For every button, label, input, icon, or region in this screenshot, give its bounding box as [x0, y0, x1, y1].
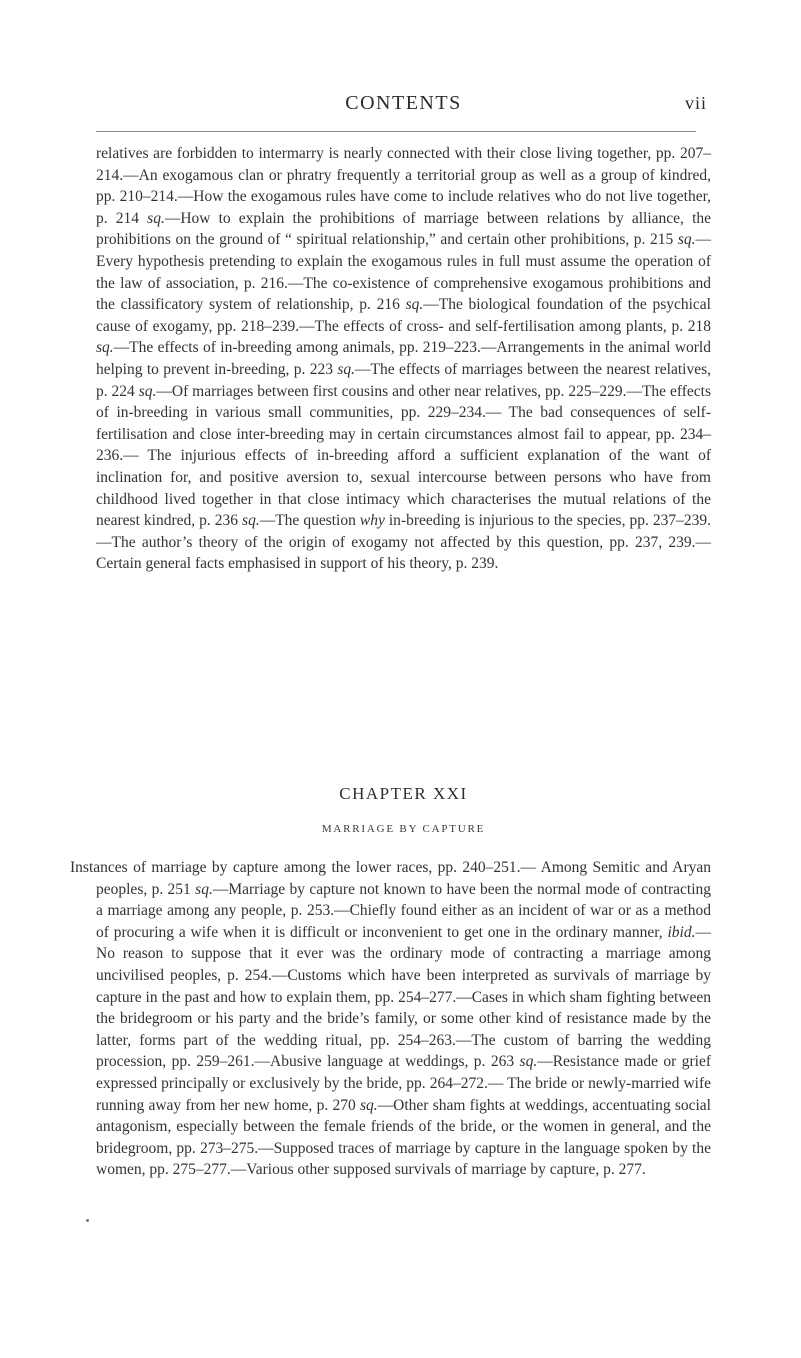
italic-text: sq.	[147, 209, 165, 227]
continuation-paragraph	[96, 143, 711, 575]
text-run: —The biological foundation of the psychical cause of exogamy, pp. 218–239.—The effects of cross- and self-fertilisation among plants, p. 218	[96, 296, 711, 335]
italic-text: sq.	[138, 382, 157, 400]
italic-text: sq.	[359, 1096, 378, 1114]
text-run: —The effects of in-breeding among animals, pp. 219–223.—Arrangements in the animal world helping to prevent in-breeding, p. 223	[96, 339, 711, 378]
text-run: —How to explain the prohibitions of marriage between relations by alliance, the prohibitions on the ground of “ spiritual relationship,” and certain other prohibitions, p. 215	[96, 209, 712, 249]
page-number: vii	[684, 93, 707, 113]
chapter-xx-summary-continuation	[96, 143, 711, 575]
print-speck	[86, 1219, 89, 1222]
italic-text: ibid.	[667, 923, 696, 941]
text-run: —The effects of marriages between the nearest relatives, p. 224	[96, 360, 711, 400]
text-run: —The question	[259, 512, 360, 530]
italic-text: why	[359, 512, 385, 530]
text-run: relatives are forbidden to intermarry is nearly connected with their close living together, pp. 207–214.—An exogamous clan or phratry frequently a territorial group as well as a group of kindred, pp. 210–214.—How the exogamous rules have come to include relatives who do not live together, p. 214	[96, 145, 711, 227]
italic-text: sq.	[405, 296, 424, 314]
text-run: —Resistance made or grief expressed principally or exclusively by the bride, pp. 264–272.— The bride or newly-married wife running away from her new home, p. 270	[96, 1053, 711, 1114]
text-run: —Of marriages between first cousins and other near relatives, pp. 225–229.—The effects of in-breeding in various small communities, pp. 229–234.— The bad consequences of self-fertilisation and close inter-breeding may in certain circumstances almost fail to appear, pp. 234–236.— The injurious effects of in-breeding afford a sufficient explanation of the want of inclination for, and positive aversion to, sexual intercourse between persons who have from childhood lived together in that close intimacy which characterises the mutual relations of the nearest kindred, p. 236	[96, 382, 711, 530]
text-run: Instances of marriage by capture among the lower races, pp. 240–251.— Among Semitic and Aryan peoples, p. 251	[70, 859, 711, 898]
running-title: CONTENTS	[345, 92, 462, 114]
chapter-heading: CHAPTER XXI	[339, 784, 468, 803]
italic-text: sq.	[96, 339, 114, 357]
italic-text: sq.	[195, 880, 213, 898]
text-run: —No reason to suppose that it ever was the ordinary mode of contracting a marriage among uncivilised peoples, p. 254.—Customs which have been interpreted as survivals of marriage by capture in the past and how to explain them, pp. 254–277.—Cases in which sham fighting between the bridegroom or his party and the bride’s family, or some other kind of resistance made by the latter, forms part of the wedding ritual, pp. 254–263.—The custom of barring the wedding procession, pp. 259–261.—Abusive language at weddings, p. 263	[96, 923, 711, 1071]
text-run: —Marriage by capture not known to have been the normal mode of contracting a marriage among any people, p. 253.—Chiefly found either as an incident of war or as a method of procuring a wife when it is difficult or inconvenient to get one in the ordinary manner,	[96, 880, 711, 941]
running-head	[96, 92, 711, 122]
chapter-xxi-summary	[70, 857, 711, 1181]
text-run: in-breeding is injurious to the species, pp. 237–239.—The author’s theory of the origin of exogamy not affected by this question, pp. 237, 239.—Certain general facts emphasised in support of his theory, p. 239.	[96, 512, 711, 573]
italic-text: sq.	[242, 512, 260, 530]
summary-paragraph	[70, 857, 711, 1181]
text-run: —Other sham fights at weddings, accentuating social antagonism, especially between the female friends of the bride, or the women in general, and the bridegroom, pp. 273–275.—Supposed traces of marriage by capture in the language spoken by the women, pp. 275–277.—Various other supposed survivals of marriage by capture, p. 277.	[96, 1096, 711, 1179]
italic-text: sq.	[337, 360, 356, 378]
italic-text: sq.	[677, 231, 696, 249]
chapter-subtitle: MARRIAGE BY CAPTURE	[321, 823, 486, 835]
header-rule	[96, 131, 696, 132]
text-run: — Every hypothesis pretending to explain the exogamous rules in full must assume the operation of the law of association, p. 216.—The co-existence of comprehensive exogamous prohibitions and the classificatory system of relationship, p. 216	[96, 231, 711, 314]
italic-text: sq.	[519, 1053, 538, 1071]
